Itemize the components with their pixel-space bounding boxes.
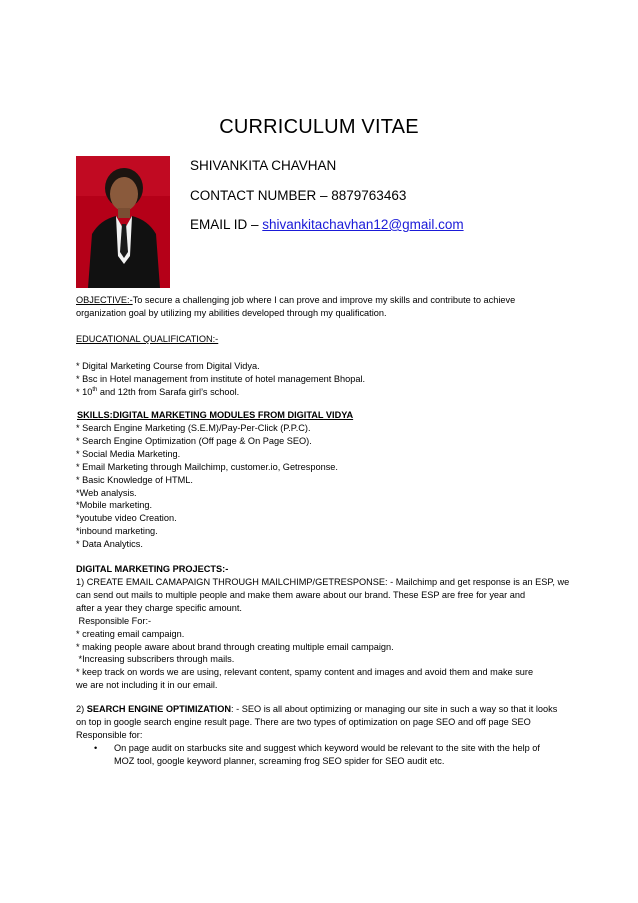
skill-item: * Basic Knowledge of HTML.: [76, 474, 193, 485]
email-label: EMAIL ID –: [190, 217, 263, 232]
skill-item: * Social Media Marketing.: [76, 448, 181, 459]
objective-heading: OBJECTIVE:-: [76, 295, 133, 305]
project-1-responsible-label: Responsible For:-: [76, 615, 152, 626]
projects-heading: DIGITAL MARKETING PROJECTS:-: [76, 564, 229, 574]
email-link[interactable]: shivankitachavhan12@gmail.com: [262, 217, 464, 232]
objective-text-line-2: organization goal by utilizing my abilities developed through my qualification.: [76, 307, 387, 318]
bullet-text-line: MOZ tool, google keyword planner, screaming frog SEO spider for SEO audit etc.: [114, 755, 445, 766]
profile-photo: [76, 156, 170, 288]
project-2-title: SEARCH ENGINE OPTIMIZATION: [86, 704, 232, 714]
document-title: CURRICULUM VITAE: [219, 116, 419, 138]
education-item: * Digital Marketing Course from Digital Vidya.: [76, 361, 260, 371]
project-2-line: on top in google search engine result page. There are two types of optimization on page SEO and off page SEO: [76, 716, 531, 727]
project-2-line: : - SEO is all about optimizing or managing our site in such a way so that it looks: [231, 704, 558, 714]
education-item: * Bsc in Hotel management from institute of hotel management Bhopal.: [76, 373, 366, 384]
skill-item: * Email Marketing through Mailchimp, customer.io, Getresponse.: [76, 461, 338, 472]
project-2-responsible-label: Responsible for:: [76, 729, 143, 740]
project-1-line: after a year they charge specific amount.: [76, 602, 242, 613]
project-2: [76, 703, 566, 768]
project-1-line: we are not including it in our email.: [76, 680, 218, 691]
skill-item: * Search Engine Optimization (Off page & On Page SEO).: [76, 435, 312, 446]
skill-item: *inbound marketing.: [76, 526, 158, 537]
project-1-line: * creating email campaign.: [76, 628, 185, 639]
objective-section: [76, 294, 566, 320]
skills-heading: SKILLS:DIGITAL MARKETING MODULES FROM DIGITAL VIDYA: [77, 410, 354, 420]
skill-item: *Web analysis.: [76, 487, 137, 498]
education-item: * 10th and 12th from Sarafa girl’s school.: [76, 386, 240, 397]
objective-text-line-1: To secure a challenging job where I can prove and improve my skills and contribute to achieve: [132, 295, 516, 305]
person-portrait-image: [76, 156, 170, 288]
project-1-line: *Increasing subscribers through mails.: [76, 654, 235, 665]
project-2-number: 2): [76, 704, 87, 714]
education-list: [76, 360, 566, 399]
project-1-line: 1) CREATE EMAIL CAMAPAIGN THROUGH MAILCHIMP/GETRESPONSE: - Mailchimp and get response is an ESP, we: [76, 577, 570, 587]
project-1: [76, 576, 570, 692]
skill-item: * Search Engine Marketing (S.E.M)/Pay-Per-Click (P.P.C).: [76, 423, 311, 433]
skill-item: * Data Analytics.: [76, 539, 143, 550]
bullet-icon: •: [94, 742, 98, 753]
project-1-line: can send out mails to multiple people and make them aware about our brand. These ESP are free for year and: [76, 589, 526, 600]
project-2-bullet: [76, 742, 566, 768]
project-1-line: * making people aware about brand through creating multiple email campaign.: [76, 641, 394, 652]
email-line: [190, 217, 464, 232]
project-1-line: * keep track on words we are using, relevant content, spamy content and images and avoid them and make sure: [76, 667, 534, 678]
bullet-text-line: On page audit on starbucks site and suggest which keyword would be relevant to the site with the help of: [114, 742, 540, 753]
education-heading: EDUCATIONAL QUALIFICATION:-: [76, 334, 219, 344]
skills-list: [76, 422, 566, 551]
candidate-name: SHIVANKITA CHAVHAN: [190, 158, 337, 173]
skill-item: *youtube video Creation.: [76, 513, 177, 524]
contact-number: CONTACT NUMBER – 8879763463: [190, 188, 407, 203]
skill-item: *Mobile marketing.: [76, 500, 153, 511]
